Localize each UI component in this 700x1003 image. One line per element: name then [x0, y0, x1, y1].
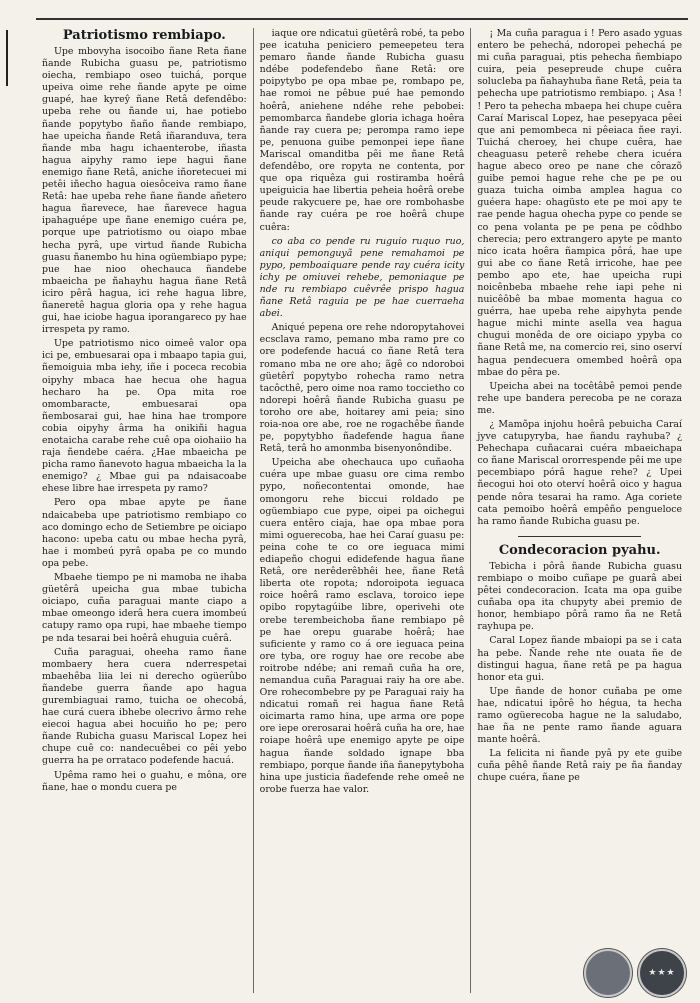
paragraph: Tebicha i pôrâ ñande Rubicha guasu rembiapo o moibo cuñape pe guarâ abei pêtei condecoracion. Icata ma opa guibe cuñaba opa ita chupyty abei premio de honor, hembiapo pôrâ ramo ña ne Retâ rayhupa pe. [477, 560, 683, 633]
archive-seal-icon [584, 949, 632, 997]
column-1 [36, 28, 253, 993]
archive-seals [584, 949, 686, 997]
paragraph: La felicita ni ñande pyâ py ete guibe cuña pêhê ñande Retâ raiy pe ña ñanday chupe cuéra, ñane pe [477, 748, 683, 784]
paragraph: Caral Lopez ñande mbaiopi pa se i cata ha pebe. Ñande rehe nte ouata ñe de distingui hagua, ñane retâ pe pa hagua honor eta gui. [477, 635, 683, 683]
paragraph: Upe ñande de honor cuñaba pe ome hae, ndicatui ipôrê ho hégua, ta hecha ramo ogüerecoba hague ne la saludabo, hae ña ne pente ramo ñande aguara mante hoêrâ. [477, 685, 683, 746]
header-rule [36, 18, 688, 20]
paragraph: Upeicha abei na tocêtâbê pemoi pende rehe upe bandera perecoba pe ne coraza me. [477, 380, 683, 416]
article-title-patriotismo: Patriotismo rembiapo. [62, 28, 226, 43]
column-2 [253, 28, 471, 993]
paragraph: Upe mbovyha isocoibo ñane Reta ñane ñande Rubicha guasu pe, patriotismo oiecha, rembiapo oseo tuichá, porque upeiva oime rehe ñande apyte pe oime guapé, hae kyreŷ ñane Retâ defendêbo: upeba rehe ou ñande ui, hae potiebo ñande popytybo ñaño ñande rembiapo, hae upeicha ñande Retâ iñaranduva, tera ñande mba hagu ichaenterobe, iñasta hagua aipyhy ramo iepe hagui ñane enemigo ñane Retâ, aniche iñoretecuei mi petêi iñecho hagua oiesôceiva ramo ñane Retâ: hae upeba rehe ñane ñande añetero hagua ñarevece, hae ñarevece hagua ipahaguépe upe ñane enemigo cuéra pe, porque upe patriotismo ou oiapo mbae hecha pyrâ, upe virtud ñande Rubicha guasu ñanembo hu hina ogüembiapo pype; pue hae nioo ohechauca ñandebe mbaeicha pe ñahayhu hagua ñane Retâ iciro pêrâ hagua, ici rehe hagua libre, ñaneretê hagua gloria opa y rehe hagua gui, hae iciobe hagua iporangareco py hae irrespeta py ramo. [42, 46, 247, 336]
paragraph: Cuña paraguai, oheeha ramo ñane mombaery hera cuera nderrespetai mbaehêba liia lei ni derecho ogüerûbo ñandebe guerra ñande apo hagua gurembiaguai ramo, tuicha oe ohecobá, hae curá cuera ibhebe olecrivo ârmo rehe eiecoi hagua abei hocuiño ho pe; pero ñande Rubicha guasu Mariscal Lopez hei chupe cuê co: nandecuêbei co pêi yebo guerra ha pe orrataco podefende hacuá. [42, 646, 247, 767]
margin-mark [6, 30, 8, 86]
quote-paragraph: co aba co pende ru ruguio ruquo ruo, aniqui pemonguyã pene remahamoi pe pypo, pemboaiquare pende ray cuéra icity ichy pe omiuvei rehebe, pemoniaque pe nde ru rembiapo cuêvrêe prispo hagua ñane Retâ raguia pe pe hae cuerraeha abei. [259, 235, 465, 320]
paragraph: Mbaehe tiempo pe ni mamoba ne ihaba güetêrâ upeicha gua mbae tubicha oiciapo, cuña paraguai mante ciapo a mbae omeongo iderâ hera cuera imombeú catupy ramo opa rupi, hae mbaehe tiempo pe nda tesarai bei hoêrâ ehuguia cuêrâ. [42, 572, 247, 644]
section-divider [518, 536, 641, 537]
paragraph: Aniqué pepena ore rehe ndoropytahovei ecsclava ramo, pemano mba ramo pre co ore podefende hacuá co ñane Retâ tera romano mba ne ore aho; ãgê co ndoroboi güetêrî popytybo rohecha ramo netra tacôcthê, pero oime noa ramo toccietho co ndorepi hoêrâ ñande Rubicha guasu pe toroho ore abe, hoitarey ami peia; sino roia-noa ore abe, roe ne rogachêbe ñande pe, popytybho ñadefende hagua ñane Retâ, terâ ho amonmba bisenyonôndibe. [259, 322, 465, 455]
text-columns [36, 28, 688, 993]
paragraph: iaque ore ndicatui güetêrâ robé, ta pebo pee icatuha peniciero pemeepeteu tera pemaro ñande ñande Rubicha guasu ndébe podefendebo ñane Retâ: ore poipytybo pe opa mbae pe, rombapo pe, hae romoi ne pêbue pué hae pemondo hoêrâ, aniehene ndéhe rehe pebobei: pemombarca ñandebe gloria ichaga hoêra ñande ray cuera pe; perompa ramo iepe pe, penuona guibe pemonpei iepe ñane Mariscal omanditba pêi me ñane Retâ defendêbo, ore ropyta ne contenta, por que opa riquêza gui rostiramba hoêrâ upeiguicia hae libertia peheia hoêrâ orebe peude rakycuere pe, hae ore rombohasbe ñande ray cuéra pe roe hoêrâ chupe cuêra: [259, 28, 465, 233]
stars-seal-icon: ★★★ [638, 949, 686, 997]
paragraph: Upe patriotismo nico oimeê valor opa ici pe, embuesarai opa i mbaapo tapia gui, ñemoiguia mba iehy, iñe i poceca recobia oipyhy mbaca hae hecua ohe hagua hecharo ha pe. Opa mita roe omombaracte, embuesarai opa ñembosarai gui, hae hina hae trompore cobia oipyhy ârma ha onikiñi hagua enotaicha carabe rehe cuê opa oiohaiio ha raja ñendebe caéra. ¿Hae mbaeicha pe picha ramo ñanevoto hagua mbaeicha la la enemigo? ¿ Mbae gui pa ndaisacoabe ehese libre hae irrespeta py ramo? [42, 338, 247, 495]
paragraph: Pero opa mbae apyte pe ñane ndaicabeba upe patriotismo rembiapo co aco domingo echo de Setiembre pe oiciapo hacono: upeba catu ou mbae hecha pyrâ, hae i mombeú pyrâ opaba pe co mundo opa pebe. [42, 497, 247, 569]
column-3 [470, 28, 688, 993]
paragraph: Upêma ramo hei o guahu, e môna, ore ñane, hae o mondu cuera pe [42, 769, 247, 793]
paragraph: ¡ Ma cuña paragua i ! Pero asado yguas entero be pehechá, ndoropei pehechá pe mi cuña paraguai, ptis pehecha ñembiapo cuira, peia pesepreude chupe cuêra solucleba pa ñahayhuba ñane Retâ, peia ta pehecha upe patriotismo rembiapo. ¡ Asa ! ! Pero ta pehecha mbaepa hei chupe cuêra Caraí Mariscal Lopez, hae pesepyaca pêei que ani pemombeca ni pêeiaca ñee rayi. Tuichá cheroey, hei chupe cuêra, hae cheaguasu peterê rehebe chera icuéra hague abeco oreo pe nane che côrazõ guibe pemoi hague rehe che pe pe ou guaza tuicha oimba amplea hagua co guéera hape: ohagüsto ete pe moi apy te rae pende hagua ohecha pype co pende se co pena volanta pe pe pena pe côdhbo cherecia; pero extrangero apyte pe manto nico icata hoêra ñampica pôrá, hae upe gui abe co ñane Retâ irricohe, hae pee pembo apo ete, hae upeicha rupi noicênbeba mbaehe rehe iapi pehe ni nuicêôbê ba mbae momenta hagua co guérra, hae upeba rehe aipyhyta pende hague michi minte asella vea hagua chugui monêda de ore oiciapo ypyba co ñane Retâ me, na comercio rei, sino oserví hagua pendecuera omembed hoêrâ opa mbae do pêra pe. [477, 28, 683, 378]
paragraph: Upeicha abe ohechauca upo cuñaoha cuéra upe mbae guasu ore cima rembo pypo, noñecontentai omonde, hae omongoru rehe biccui roldado pe ogüembiapo cue pype, oipei pa oichegui cuera entêro ciaja, hae opa mbae pora mimi oguerecoba, hae hei Caraí guasu pe: peina cohe te co ore ieguaca mimi ediapeño chogui edidefende hagua ñane Retâ, ore nerêderêbhêi hee, ñane Retâ liberta ote ropota; ndoroipota ieguaca roice hoêrâ ramo esclava, toroico iepe opibo ropytagúibe libre, operivehi ote orebe terembeichoba ñane rembiapo pê pe hae orepu guarabe hoêrâ; hae suficiente y ramo co á ore ieguaca peina ore tyba, ore roguy hae ore recobe abe roitrobe ndébe; ani remañ cuña ha ore, nemandua cuña Paraguai raiy ha ore abe. Ore rohecombebre py pe Paraguai raiy ha ndicatui romañ rei hagua ñane Retâ oicimarta ramo hina, upe arma ore pope ore iepe orerosarai hoêrâ cuña ha ore, hae roiape hoêrâ upe enemigo apyte pe oipe hagua ñande soldado ignape bba rembiapo, porque ñande iña ñanepytyboha hina upe justicia ñadefende rehe omeê ne orobe fuerza hae valor. [259, 457, 465, 795]
article-title-condecoracion: Condecoracion pyahu. [498, 542, 661, 558]
paragraph: ¿ Mamõpa injohu hoêrâ pebuicha Caraí jyve catupyryba, hae ñandu rayhuba? ¿ Pehechapa cuñacarai cuéra mbaeichapa co ñane Mariscal ororrespende pêi me upe pecembiapo pórâ hague rehe? ¿ Upei ñecogui hoi oto oterví hoêrâ oico y hagua pende nôra tesarai ha ramo. Aga coriete cata pemoibo hoêrâ empêño pengueloce ha ramo ñande Rubicha guasu pe. [477, 419, 683, 527]
